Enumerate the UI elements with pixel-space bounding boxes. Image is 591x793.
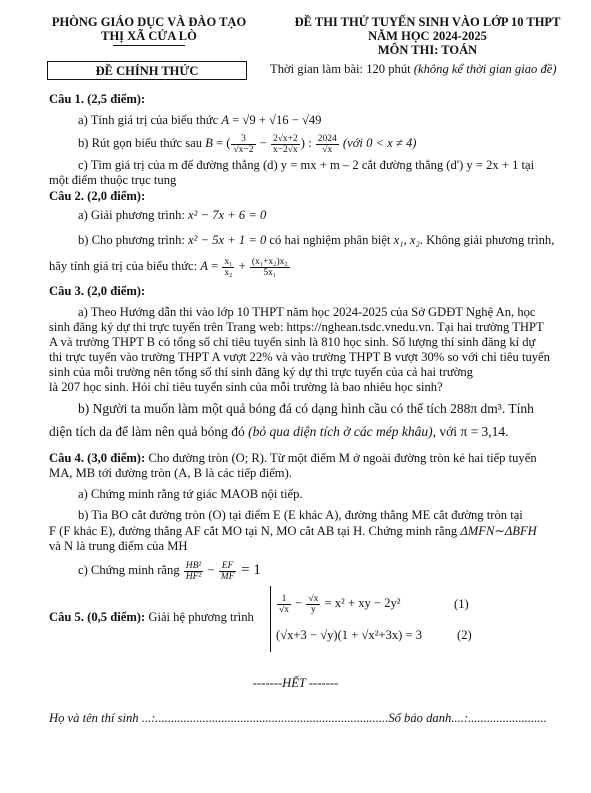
q1-b-frac3: $\frac{2024}{√x}$ bbox=[317, 133, 337, 155]
q3-a-line-0: a) Theo Hướng dẫn thi vào lớp 10 THPT năm học 2024-2025 của Sở GDĐT Nghệ An, học bbox=[78, 305, 536, 319]
q4-part-c: c) Chứng minh rằng $\frac{\text{HB²}}{\text{HF²}}$ − $\frac{EF}{MF}$ = 1 bbox=[78, 560, 261, 582]
q2-b-frac1: $\frac{\text{x₁}}{\text{x₂}}$ bbox=[224, 256, 233, 278]
school-year: NĂM HỌC 2024-2025 bbox=[368, 29, 487, 43]
q5-eq1-frac2: $\frac{√x}{y}$ bbox=[308, 593, 319, 615]
q2-b-roots: x₁, x₂ bbox=[393, 233, 420, 247]
q3-a-line-4: sinh của mỗi trường nên tổng số thí sinh đăng ký dự thi trực tuyến của cả hai trường bbox=[49, 365, 473, 379]
end-marker: -------HẾT ------- bbox=[252, 676, 339, 690]
q1-b-condition: (với 0 < x ≠ 4) bbox=[342, 136, 417, 150]
q1-b-var: B bbox=[205, 136, 213, 150]
q5-title: Câu 5. (0,5 điểm): bbox=[49, 610, 146, 624]
q5-eq1-frac1: $\frac{1}{√x}$ bbox=[279, 593, 289, 615]
q5-eq2-number: (2) bbox=[457, 628, 472, 642]
q3-a-line-3: thi trực tuyến vào trường THPT A vượt 22% và vào trường THPT B vượt 30% so với chỉ tiêu tuyển bbox=[49, 350, 550, 364]
q3-b-line2: diện tích da để làm nên quả bóng đó (bỏ qua diện tích ở các mép khâu), với π = 3,14. bbox=[49, 424, 509, 439]
q4-part-b-line1: b) Tia BO cắt đường tròn (O) tại điểm E (E khác A), đường thẳng ME cắt đường tròn tại bbox=[78, 508, 523, 522]
q2-b-frac2: $\frac{\text{(x₁+x₂)x₂}}{\text{5x₁}}$ bbox=[251, 256, 288, 278]
q5-eq1-number: (1) bbox=[454, 597, 469, 611]
q1-b-frac2: $\frac{2√x+2}{x-2√x}$ bbox=[272, 133, 298, 155]
q5-eq1: $\frac{1}{√x}$ − $\frac{√x}{y}$ = x² + xy − 2y² bbox=[279, 593, 401, 615]
q2-part-b-line1: b) Cho phương trình: x² − 5x + 1 = 0 có hai nghiệm phân biệt x₁, x₂. Không giải phương trình, bbox=[78, 233, 555, 247]
q4-intro-line2: MA, MB tới đường tròn (A, B là các tiếp điểm). bbox=[49, 466, 292, 480]
header-divider-left bbox=[113, 45, 185, 46]
department-name: PHÒNG GIÁO DỤC VÀ ĐÀO TẠO bbox=[51, 15, 247, 29]
q4-c-frac2: $\frac{EF}{MF}$ bbox=[220, 560, 235, 582]
q3-b-line1: b) Người ta muốn làm một quả bóng đá có dạng hình cầu có thể tích 288π dm³. Tính bbox=[78, 401, 534, 416]
q2-part-a bbox=[78, 208, 266, 223]
q2-b-var: A bbox=[200, 259, 208, 273]
q2-part-b-line2: hãy tính giá trị của biểu thức: A = $\frac{\text{x₁}}{\text{x₂}}$ + $\frac{\text{(x₁+x₂)x₂}}{\text{5x₁}}$ bbox=[49, 256, 288, 278]
q4-c-frac1: $\frac{\text{HB²}}{\text{HF²}}$ bbox=[185, 560, 202, 582]
q2-a-expr: x² − 7x + 6 = 0 bbox=[188, 208, 267, 222]
q3-a-line-1: sinh đăng ký dự thi trực tuyến trên Trang web: https://nghean.tsdc.vnedu.vn. Tại hai trường THPT bbox=[49, 320, 544, 334]
q4-part-b-line3: và N là trung điểm của MH bbox=[49, 539, 188, 553]
q5-intro: Câu 5. (0,5 điểm): Giải hệ phương trình bbox=[49, 610, 254, 624]
q4-title: Câu 4. (3,0 điểm): bbox=[49, 451, 146, 465]
q4-intro-line1: Câu 4. (3,0 điểm): Cho đường tròn (O; R). Từ một điểm M ở ngoài đường tròn kẻ hai tiếp tuyến bbox=[49, 451, 537, 465]
q4-part-a: a) Chứng minh rằng tứ giác MAOB nội tiếp. bbox=[78, 487, 303, 501]
subject-label: MÔN THI: TOÁN bbox=[377, 43, 478, 57]
q1-b-frac1: $\frac{3}{√x-2}$ bbox=[233, 133, 254, 155]
exam-title: ĐỀ THI THỬ TUYỂN SINH VÀO LỚP 10 THPT bbox=[294, 15, 561, 29]
q1-part-b: b) Rút gọn biểu thức sau B = ( $\frac{3}{√x-2}$ − $\frac{2√x+2}{x-2√x}$ ) : $\frac{2024}{√x}$ (với 0 < x ≠ 4) bbox=[78, 133, 417, 155]
q1-part-c-line1: c) Tìm giá trị của m để đường thẳng (d) y = mx + m – 2 cắt đường thẳng (d') y = 2x + 1 tại bbox=[78, 158, 535, 172]
q1-a-expr: = √9 + √16 − √49 bbox=[229, 113, 322, 127]
time-limit bbox=[270, 62, 557, 77]
q1-title: Câu 1. (2,5 điểm): bbox=[49, 92, 146, 106]
q1-a-text: a) Tính giá trị của biểu thức bbox=[78, 113, 222, 127]
q3-title: Câu 3. (2,0 điểm): bbox=[49, 284, 146, 298]
q1-part-c-line2: một điểm thuộc trục tung bbox=[49, 173, 177, 187]
candidate-info-line: Họ và tên thí sinh ...:..........................................................................Số báo danh....:......................... bbox=[49, 711, 547, 725]
q4-part-b-line2: F (F khác E), đường thẳng AF cắt MO tại N, MO cắt AB tại H. Chứng minh rằng ΔMFN∼ΔBFH bbox=[49, 524, 537, 538]
q5-eq2: (√x+3 − √y)(1 + √x²+3x) = 3 bbox=[276, 628, 423, 642]
q3-b-note: (bỏ qua diện tích ở các mép khâu) bbox=[248, 424, 433, 439]
q3-a-line-2: A và trường THPT B có tổng số chỉ tiêu tuyển sinh là 810 học sinh. Số lượng thí sinh đăng kí dự bbox=[49, 335, 536, 349]
q2-title: Câu 2. (2,0 điểm): bbox=[49, 189, 146, 203]
q4-b-similarity: ΔMFN∼ΔBFH bbox=[460, 524, 537, 538]
q1-part-a bbox=[78, 113, 321, 128]
q5-system-brace bbox=[270, 586, 271, 652]
q2-b-equation: x² − 5x + 1 = 0 bbox=[188, 233, 267, 247]
district-name: THỊ XÃ CỬA LÒ bbox=[101, 29, 197, 43]
q1-a-var: A bbox=[221, 113, 230, 127]
official-label: ĐỀ CHÍNH THỨC bbox=[95, 64, 199, 78]
time-prefix: Thời gian làm bài: 120 phút bbox=[270, 62, 414, 76]
q1-b-text: b) Rút gọn biểu thức sau bbox=[78, 136, 206, 150]
q3-a-line-5: là 207 học sinh. Hỏi chỉ tiêu tuyển sinh của mỗi trường là bao nhiêu học sinh? bbox=[49, 380, 443, 394]
q2-a-text: a) Giải phương trình: bbox=[78, 208, 189, 222]
time-note: (không kể thời gian giao đề) bbox=[413, 62, 557, 76]
